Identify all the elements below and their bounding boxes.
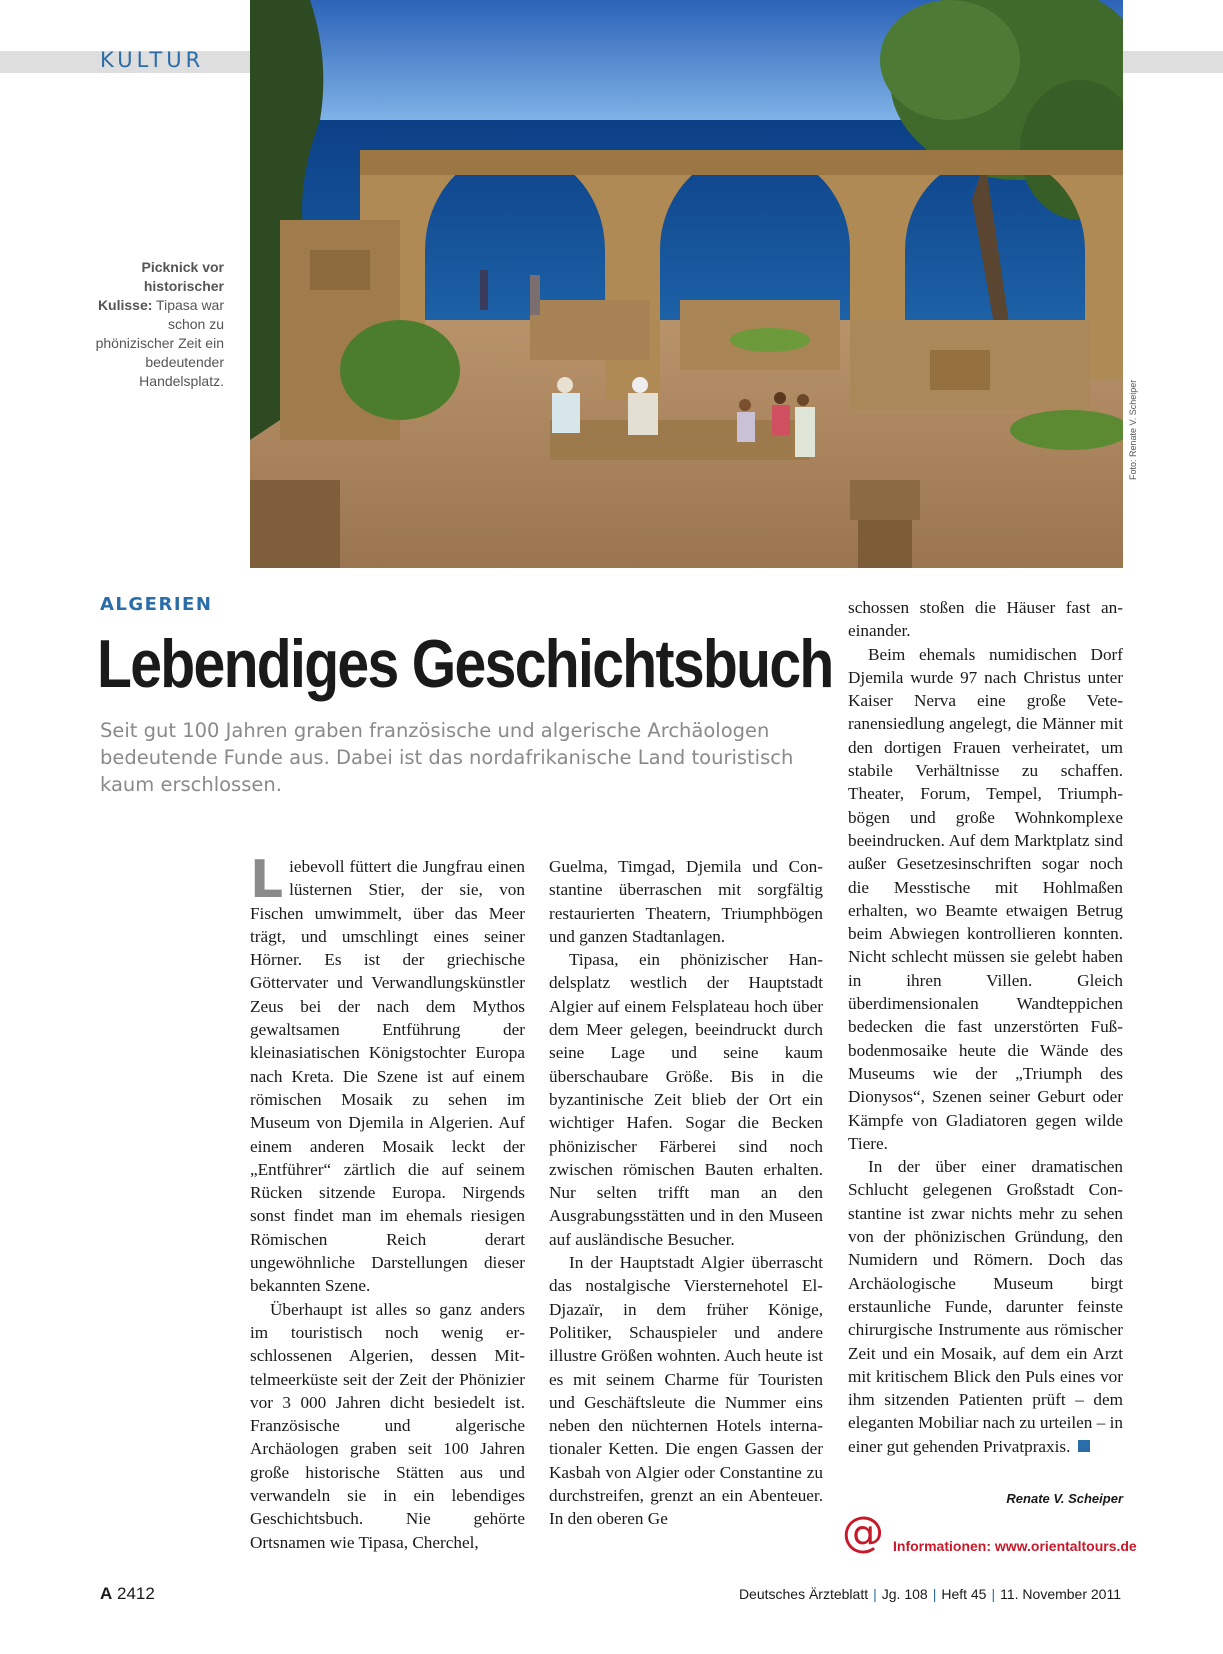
caption-title: Picknick vor historischer Kulisse: [97,259,224,313]
text-column-2 [549,855,823,1531]
header-band-right [1123,51,1223,73]
article-photo [250,0,1123,568]
paragraph: Tipasa, ein phönizischer Handelsplatz westlich der Hauptstadt Algier auf einem Felsplateau hoch über dem Meer gelegen, beeindruckt durch seine Lage und seine kaum überschaubare Größe. Bis in die byzantinische Zeit blieb der Ort ein wichtiger Hafen. Sogar die Becken phönizischer Färberei sind noch zwischen römischen Bauten erhalten. Nur selten trifft man an den Ausgrabungsstätten und in den Museen auf ausländische Besucher. [549,950,823,1249]
text-column-1 [250,850,525,1554]
page-number-value: 2412 [117,1584,155,1603]
at-sign-icon: @ [842,1507,884,1556]
drop-cap: L [250,850,284,910]
photo-credit: Foto: Renate V. Scheiper [1128,379,1138,480]
issue: Heft 45 [941,1586,987,1602]
article-author: Renate V. Scheiper [1006,1491,1123,1506]
separator: | [991,1586,996,1602]
article-kicker: ALGERIEN [100,594,213,615]
paragraph: schossen stoßen die Häuser fast aneinander. [848,598,1123,641]
paragraph: Beim ehemals numidischen Dorf Djemila wurde 97 nach Christus unter Kaiser Nerva eine große Veteranensiedlung angelegt, die Männer mit den dortigen Frauen verheiratet, um stabile Verhältnisse zu schaffen. Theater, Forum, Tempel, Triumphbögen und große Wohnkomplexe beeindrucken. Auf dem Marktplatz sind außer Gesetzesinschriften sogar noch die Messtische mit Hohlmaßen erhalten, wo Beamte etwaigen Betrug beim Abwiegen kontrollieren konnten. Nicht schlecht müssen sie gelebt haben in ihren Villen. Gleich überdimensionalen Wandteppichen bedecken die fast unzerstörten Fußbodenmosaike heute die Wände des Museums wie der „Triumph des Dionysos“, Szenen seiner Geburt oder Kämpfe von Gladiatoren gegen wilde Tiere. [848,644,1123,1153]
paragraph: In der Hauptstadt Algier überrascht das nostalgische Viersternehotel El-Djazaïr, in dem früher Könige, Politiker, Schauspieler und andere illustre Größen wohnten. Auch heute ist es mit seinem Charme für Touristen und Geschäftsleute die Nummer eins neben den nüchternen Hotels internationaler Ketten. Die engen Gassen der Kasbah von Algier oder Constantine zu durchstreifen, grenzt an ein Abenteuer. In den oberen Ge [549,1253,823,1529]
photo-caption [90,258,224,391]
end-mark-icon [1078,1440,1090,1452]
separator: | [932,1586,937,1602]
section-label: KULTUR [100,48,205,72]
paragraph: Überhaupt ist alles so ganz anders im touristisch noch wenig erschlossenen Algerien, dessen Mittelmeerküste seit der Zeit der Phönizier vor 3 000 Jahren dicht besiedelt ist. Französische und algerische Archäologen graben seit 100 Jahren große historische Stätten aus und verwandeln sie in ein lebendiges Geschichtsbuch. Nie gehörte Ortsnamen wie Tipasa, Cherchel, [250,1299,525,1552]
issue-date: 11. November 2011 [1000,1586,1121,1602]
separator: | [873,1586,877,1602]
text-column-3 [848,596,1123,1458]
article-headline: Lebendiges Geschichtsbuch [97,626,833,702]
info-link[interactable]: Informationen: www.orientaltours.de [893,1538,1137,1554]
paragraph: Liebevoll füttert die Jungfrau einen lüsternen Stier, der sie, von Fischen umwimmelt, über das Meer trägt, und umschlingt eines seiner Hörner. Es ist der griechische Göttervater und Verwandlungskünstler Zeus bei der nach dem Mythos gewaltsamen Entführung der kleinasiatischen Königstochter Europa nach Kreta. Die Szene ist auf einem römischen Mosaik zu sehen im Museum von Djemila in Algerien. Auf einem anderen Mosaik leckt der „Entführer“ zärtlich die auf seinem Rücken sitzende Europa. Nirgends sonst findet man im ehemals riesigen Römischen Reich derart ungewöhnliche Darstellungen dieser bekannten Szene. [250,850,525,1296]
page-number [100,1584,155,1604]
paragraph: Guelma, Timgad, Djemila und Constantine überraschen mit sorgfältig restaurierten Theatern, Triumphbögen und ganzen Stadtanlagen. [549,857,823,946]
article-lead: Seit gut 100 Jahren graben französische und algerische Archäologen bedeutende Funde aus. Dabei ist das nordafrikanische Land touristisch kaum erschlossen. [100,719,794,796]
caption-text: Tipasa war schon zu phönizischer Zeit ein bedeutender Handelsplatz. [95,297,224,389]
paragraph: In der über einer dramatischen Schlucht gelegenen Großstadt Constantine ist zwar nichts mehr zu sehen von der phönizischen Gründung, den Numidern und Römern. Doch das Archäologische Museum birgt erstaunliche Funde, darunter feinste chirurgische Instrumente aus römischer Zeit und ein Mosaik, auf dem ein Arzt mit kritischem Blick den Puls eines vor ihm sitzenden Patienten prüft – dem eleganten Mobiliar nach zu urteilen – in einer gut gehenden Privatpraxis. [848,1157,1123,1456]
journal-name: Deutsches Ärzteblatt [738,1586,869,1602]
page-prefix: A [100,1584,113,1603]
volume: Jg. 108 [881,1586,928,1602]
footer-line [700,1586,1121,1602]
